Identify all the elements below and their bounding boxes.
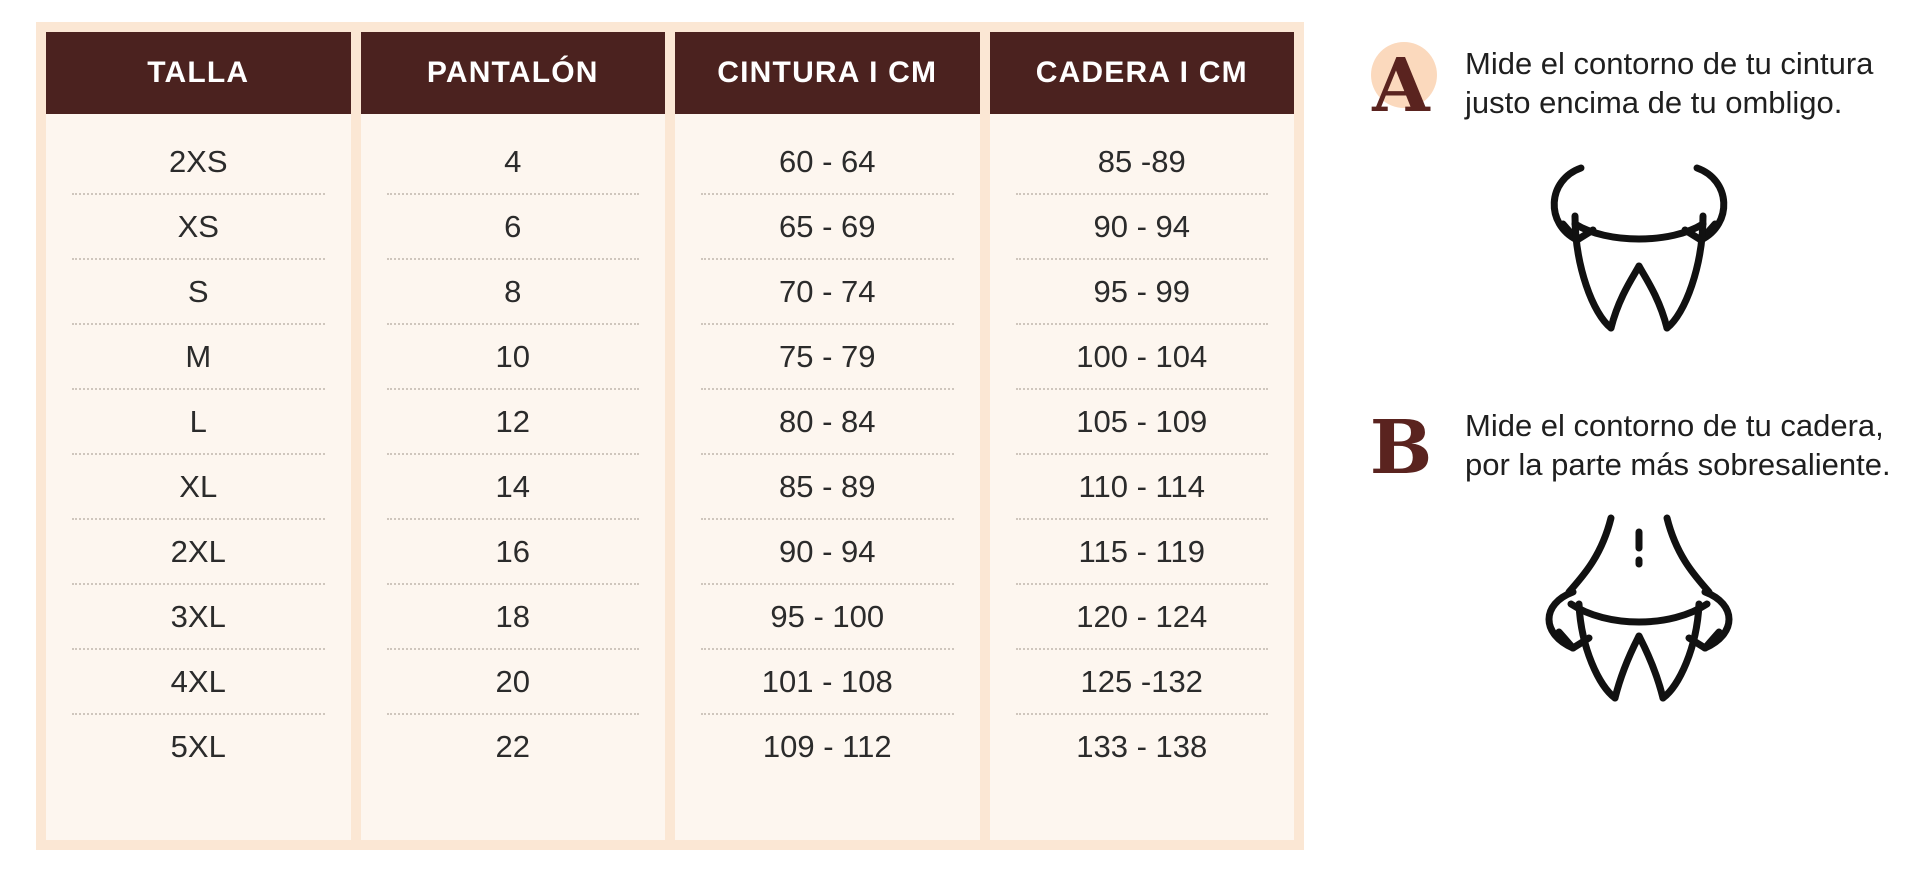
table-cell: 95 - 100 — [701, 585, 954, 650]
table-cell: 16 — [387, 520, 640, 585]
table-cell: 110 - 114 — [1016, 455, 1269, 520]
table-cell: 65 - 69 — [701, 195, 954, 260]
table-cell: 20 — [387, 650, 640, 715]
instruction-letter-a — [1355, 38, 1447, 134]
table-cell: 100 - 104 — [1016, 325, 1269, 390]
table-cell: 85 - 89 — [701, 455, 954, 520]
table-cell: 10 — [387, 325, 640, 390]
size-table — [36, 22, 1304, 850]
table-cell: 8 — [387, 260, 640, 325]
table-cell: 115 - 119 — [1016, 520, 1269, 585]
table-cell: 75 - 79 — [701, 325, 954, 390]
column-body-pantalon — [361, 114, 666, 840]
table-cell: 2XS — [72, 130, 325, 195]
column-header-talla: TALLA — [46, 32, 351, 114]
table-cell: 12 — [387, 390, 640, 455]
table-cell: 4XL — [72, 650, 325, 715]
table-cell: XL — [72, 455, 325, 520]
table-cell: M — [72, 325, 325, 390]
column-header-cadera: CADERA I CM — [990, 32, 1295, 114]
table-cell: 4 — [387, 130, 640, 195]
table-cell: 105 - 109 — [1016, 390, 1269, 455]
instruction-letter-b — [1355, 400, 1447, 496]
table-cell: 3XL — [72, 585, 325, 650]
instruction-text-a: Mide el contorno de tu cintura justo encima de tu ombligo. — [1465, 46, 1874, 121]
table-cell: 22 — [495, 729, 530, 764]
column-body-talla — [46, 114, 351, 840]
table-cell: 90 - 94 — [1016, 195, 1269, 260]
table-cell: 2XL — [72, 520, 325, 585]
column-header-pantalon: PANTALÓN — [361, 32, 666, 114]
table-cell: 95 - 99 — [1016, 260, 1269, 325]
table-cell: 70 - 74 — [701, 260, 954, 325]
waist-measure-illustration — [1355, 146, 1895, 346]
instruction-text-b: Mide el contorno de tu cadera, por la parte más sobresaliente. — [1465, 408, 1891, 483]
table-column-cadera — [990, 32, 1295, 840]
table-column-talla — [46, 32, 351, 840]
instruction-block-a — [1355, 38, 1895, 346]
column-header-cintura: CINTURA I CM — [675, 32, 980, 114]
table-cell: L — [72, 390, 325, 455]
table-cell: 14 — [387, 455, 640, 520]
table-cell: 80 - 84 — [701, 390, 954, 455]
table-cell: 109 - 112 — [762, 729, 892, 764]
table-cell: 85 -89 — [1016, 130, 1269, 195]
table-cell: 5XL — [170, 729, 226, 764]
hip-measure-illustration — [1355, 508, 1895, 708]
table-cell: 18 — [387, 585, 640, 650]
table-cell: 90 - 94 — [701, 520, 954, 585]
column-body-cintura — [675, 114, 980, 840]
letter-glyph-b: B — [1369, 405, 1433, 491]
table-cell: 6 — [387, 195, 640, 260]
table-cell: 120 - 124 — [1016, 585, 1269, 650]
table-column-cintura — [675, 32, 980, 840]
column-body-cadera — [990, 114, 1295, 840]
table-cell: S — [72, 260, 325, 325]
table-cell: XS — [72, 195, 325, 260]
table-column-pantalon — [361, 32, 666, 840]
letter-glyph-a: A — [1372, 43, 1430, 129]
table-cell: 125 -132 — [1016, 650, 1269, 715]
table-cell: 101 - 108 — [701, 650, 954, 715]
measurement-instructions — [1355, 20, 1895, 856]
instruction-block-b — [1355, 400, 1895, 708]
table-cell: 60 - 64 — [701, 130, 954, 195]
table-cell: 133 - 138 — [1076, 729, 1208, 764]
